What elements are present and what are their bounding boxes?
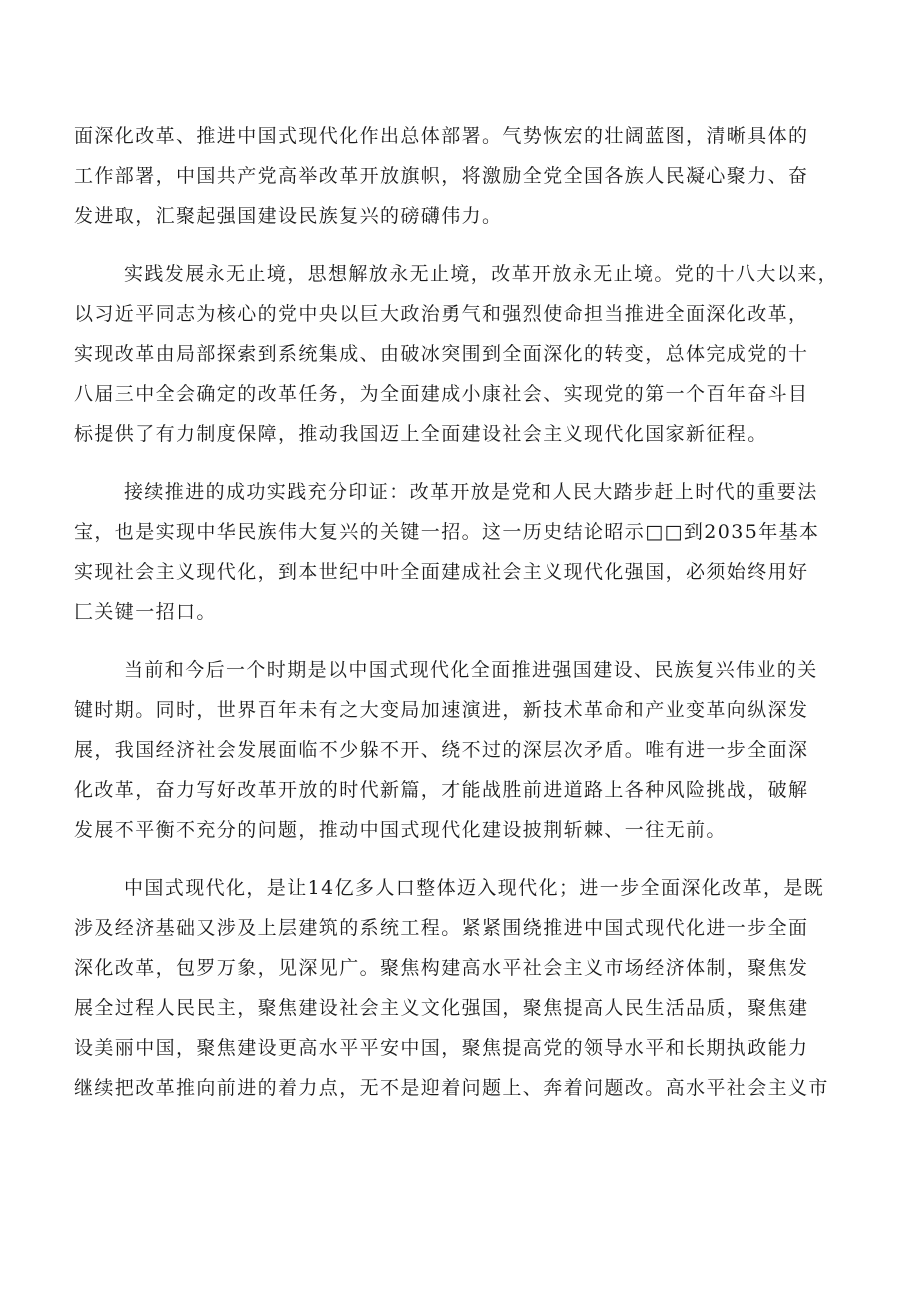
paragraph-line: 宝，也是实现中华民族伟大复兴的关键一招。这一历史结论昭示□□到2035年基本 xyxy=(74,521,820,543)
paragraph-line: 发进取，汇聚起强国建设民族复兴的磅礴伟力。 xyxy=(74,205,503,227)
paragraph-line: 实现改革由局部探索到系统集成、由破冰突围到全面深化的转变，总体完成党的十 xyxy=(74,343,809,365)
paragraph-line: 实现社会主义现代化，到本世纪中叶全面建成社会主义现代化强国，必须始终用好 xyxy=(74,561,809,583)
paragraph-1 xyxy=(74,116,864,236)
paragraph-line: 标提供了有力制度保障，推动我国迈上全面建设社会主义现代化国家新征程。 xyxy=(74,423,768,445)
paragraph-line: 实践发展永无止境，思想解放永无止境，改革开放永无止境。党的十八大以来， xyxy=(124,263,839,285)
paragraph-line: 涉及经济基础又涉及上层建筑的系统工程。紧紧围绕推进中国式现代化进一步全面 xyxy=(74,917,809,939)
paragraph-line: 工作部署，中国共产党高举改革开放旗帜，将激励全党全国各族人民凝心聚力、奋 xyxy=(74,165,809,187)
paragraph-4 xyxy=(74,650,864,850)
paragraph-line: 当前和今后一个时期是以中国式现代化全面推进强国建设、民族复兴伟业的关 xyxy=(124,659,818,681)
paragraph-line: 面深化改革、推进中国式现代化作出总体部署。气势恢宏的壮阔蓝图，清晰具体的 xyxy=(74,125,809,147)
paragraph-line: 继续把改革推向前进的着力点，无不是迎着问题上、奔着问题改。高水平社会主义市 xyxy=(74,1077,829,1099)
paragraph-line: 以习近平同志为核心的党中央以巨大政治勇气和强烈使命担当推进全面深化改革， xyxy=(74,303,809,325)
paragraph-line: 展，我国经济社会发展面临不少躲不开、绕不过的深层次矛盾。唯有进一步全面深 xyxy=(74,739,809,761)
paragraph-line: 化改革，奋力写好改革开放的时代新篇，才能战胜前进道路上各种风险挑战，破解 xyxy=(74,779,809,801)
paragraph-3 xyxy=(74,472,864,632)
paragraph-line: 深化改革，包罗万象，见深见广。聚焦构建高水平社会主义市场经济体制，聚焦发 xyxy=(74,957,809,979)
paragraph-2 xyxy=(74,254,864,454)
paragraph-line: 匚关键一招口。 xyxy=(74,601,217,623)
paragraph-5 xyxy=(74,868,864,1108)
paragraph-line: 设美丽中国，聚焦建设更高水平平安中国，聚焦提高党的领导水平和长期执政能力 xyxy=(74,1037,809,1059)
paragraph-line: 发展不平衡不充分的问题，推动中国式现代化建设披荆斩棘、一往无前。 xyxy=(74,819,727,841)
paragraph-line: 八届三中全会确定的改革任务，为全面建成小康社会、实现党的第一个百年奋斗目 xyxy=(74,383,809,405)
document-body xyxy=(74,116,864,1126)
paragraph-line: 展全过程人民民主，聚焦建设社会主义文化强国，聚焦提高人民生活品质，聚焦建 xyxy=(74,997,809,1019)
paragraph-line: 中国式现代化，是让14亿多人口整体迈入现代化；进一步全面深化改革，是既 xyxy=(124,877,825,899)
paragraph-line: 接续推进的成功实践充分印证：改革开放是党和人民大踏步赶上时代的重要法 xyxy=(124,481,818,503)
paragraph-line: 键时期。同时，世界百年未有之大变局加速演进，新技术革命和产业变革向纵深发 xyxy=(74,699,809,721)
